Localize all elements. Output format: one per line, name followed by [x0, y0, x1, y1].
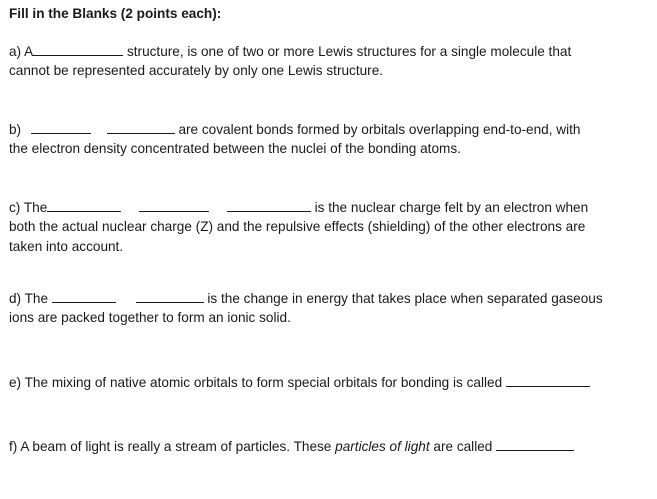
blank-c-2[interactable]	[139, 197, 209, 212]
question-b-label: b)	[9, 122, 22, 137]
blank-e-1[interactable]	[506, 372, 590, 387]
blank-c-3[interactable]	[227, 197, 311, 212]
blank-a-1[interactable]	[33, 41, 123, 56]
question-f-text-1: f) A beam of light is really a stream of particles. These	[9, 439, 332, 454]
blank-c-1[interactable]	[47, 197, 121, 212]
question-a-text-2: cannot be represented accurately by only one Lewis structure.	[9, 63, 384, 78]
question-d-text-1: is the change in energy that takes place when separated gaseous	[207, 291, 603, 306]
question-c-text-1: is the nuclear charge felt by an electron when	[314, 200, 589, 215]
blank-f-1[interactable]	[496, 436, 574, 451]
question-c-text-2: both the actual nuclear charge (Z) and the repulsive effects (shielding) of the other electrons are	[9, 219, 586, 234]
page-heading: Fill in the Blanks (2 points each):	[9, 6, 222, 21]
blank-d-1[interactable]	[52, 288, 116, 303]
question-a-text-1: structure, is one of two or more Lewis structures for a single molecule that	[126, 44, 572, 59]
question-b-text-2: the electron density concentrated between the nuclei of the bonding atoms.	[9, 141, 461, 156]
question-e-text-1: e) The mixing of native atomic orbitals to form special orbitals for bonding is called	[9, 375, 503, 390]
question-f-text-2: are called	[433, 439, 493, 454]
blank-b-1[interactable]	[31, 119, 91, 134]
blank-d-2[interactable]	[136, 288, 204, 303]
question-b-text-1: are covalent bonds formed by orbitals overlapping end-to-end, with	[178, 122, 581, 137]
question-c-text-3: taken into account.	[9, 239, 124, 254]
question-a-label: a) A	[9, 44, 34, 59]
question-c-label: c) The	[9, 200, 48, 215]
blank-b-2[interactable]	[107, 119, 175, 134]
question-f-emphasis: particles of light	[335, 439, 430, 454]
question-d-label: d) The	[9, 291, 49, 306]
question-d-text-2: ions are packed together to form an ionic solid.	[9, 310, 291, 325]
